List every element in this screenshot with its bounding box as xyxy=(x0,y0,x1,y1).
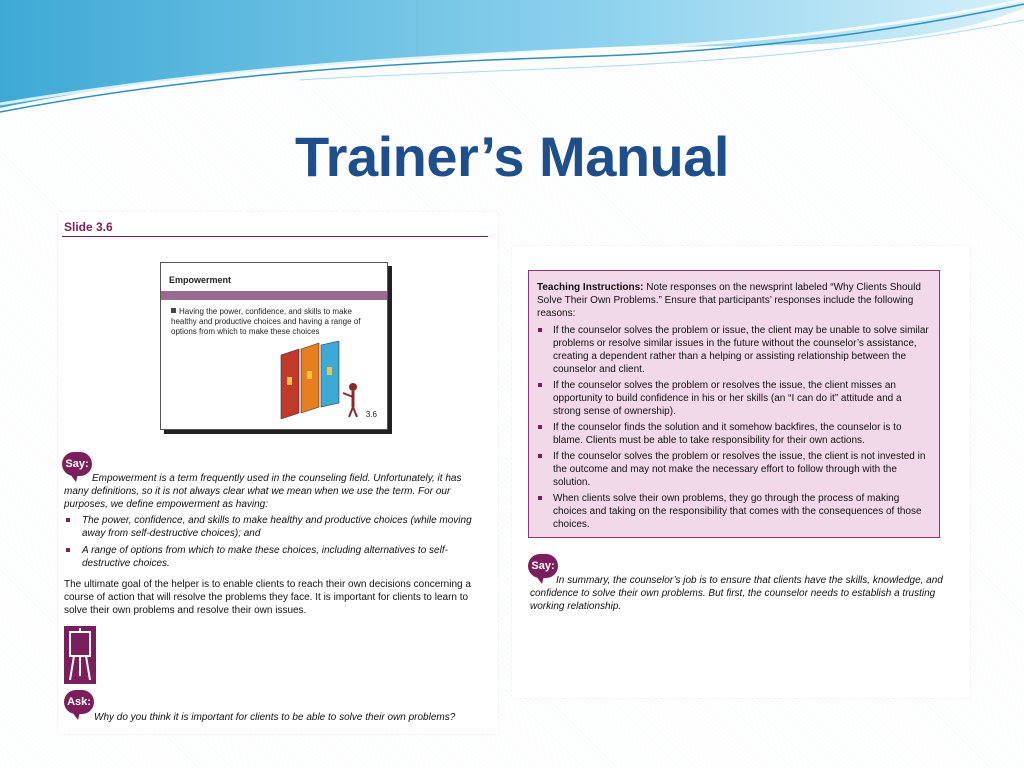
slide-title: Trainer’s Manual xyxy=(295,125,729,188)
teaching-instructions-lead xyxy=(537,281,931,320)
mini-slide-thumbnail xyxy=(160,262,388,430)
doors-illustration-icon xyxy=(277,341,367,421)
summary-paragraph: In summary, the counselor’s job is to ensure that clients have the skills, knowledge, and confidence to solve their own problems. But first, the counselor needs to establish a trusting working relationship. xyxy=(530,575,943,612)
manual-page-right xyxy=(512,246,970,698)
teaching-instructions-text: Note responses on the newsprint labeled “Why Clients Should Solve Their Own Problems.” Ensure that participants’ responses include the following reasons: xyxy=(537,282,921,319)
list-item: If the counselor finds the solution and it somehow backfires, the counselor is to blame. Clients must be able to take responsibility for their own actions. xyxy=(537,421,931,447)
reasons-list xyxy=(537,324,931,531)
slide-number-rule xyxy=(62,236,488,237)
slide-number: Slide 3.6 xyxy=(64,220,113,234)
manual-page-left xyxy=(58,212,498,734)
goal-paragraph: The ultimate goal of the helper is to enable clients to reach their own decisions concerning a course of action that will resolve the problems they face. It is important for clients to learn to solve their own problems and resolve their own issues. xyxy=(64,579,471,616)
mini-slide-bar xyxy=(161,291,387,300)
say-paragraph: Empowerment is a term frequently used in the counseling field. Unfortunately, it has many definitions, so it is not always clear what we mean when we use the term. For our purposes, we define empowerment as having: xyxy=(64,473,462,510)
list-item: The power, confidence, and skills to make healthy and productive choices (while moving away from self-destructive choices); and xyxy=(64,514,484,540)
mini-slide-bullet: Having the power, confidence, and skills to make healthy and productive choices and having a range of options from which to make these choices xyxy=(171,307,361,336)
list-item: A range of options from which to make these choices, including alternatives to self-destructive choices. xyxy=(64,544,484,570)
list-item: When clients solve their own problems, they go through the process of making choices and taking on the responsibility that comes with the consequences of those choices. xyxy=(537,492,931,531)
newsprint-easel-icon xyxy=(64,626,96,684)
teaching-instructions-box xyxy=(528,270,940,538)
bullet-square-icon xyxy=(171,308,176,313)
ask-speech-icon: Ask: xyxy=(64,690,94,714)
list-item: If the counselor solves the problem or issue, the client may be unable to solve similar problems or resolve similar issues in the future without the counselor’s assistance, creating a dependent rather than a helping or assisting relationship between the counselor and client. xyxy=(537,324,931,376)
list-item: If the counselor solves the problem or resolves the issue, the client is not invested in the outcome and may not make the necessary effort to follow through with the solution. xyxy=(537,450,931,489)
say-speech-icon: Say: xyxy=(528,554,558,578)
say-speech-icon: Say: xyxy=(62,452,92,476)
mini-slide-page-number: 3.6 xyxy=(365,410,377,419)
list-item: If the counselor solves the problem or resolves the issue, the client misses an opportunity to build confidence in his or her skills (an “I can do it” attitude and a strong sense of ownership). xyxy=(537,379,931,418)
ask-question: Why do you think it is important for clients to be able to solve their own problems? xyxy=(94,712,456,723)
header-wave-decoration xyxy=(0,0,1024,120)
teaching-instructions-label: Teaching Instructions: xyxy=(537,282,644,293)
mini-slide-title: Empowerment xyxy=(169,275,232,285)
say-points-list xyxy=(64,512,484,574)
